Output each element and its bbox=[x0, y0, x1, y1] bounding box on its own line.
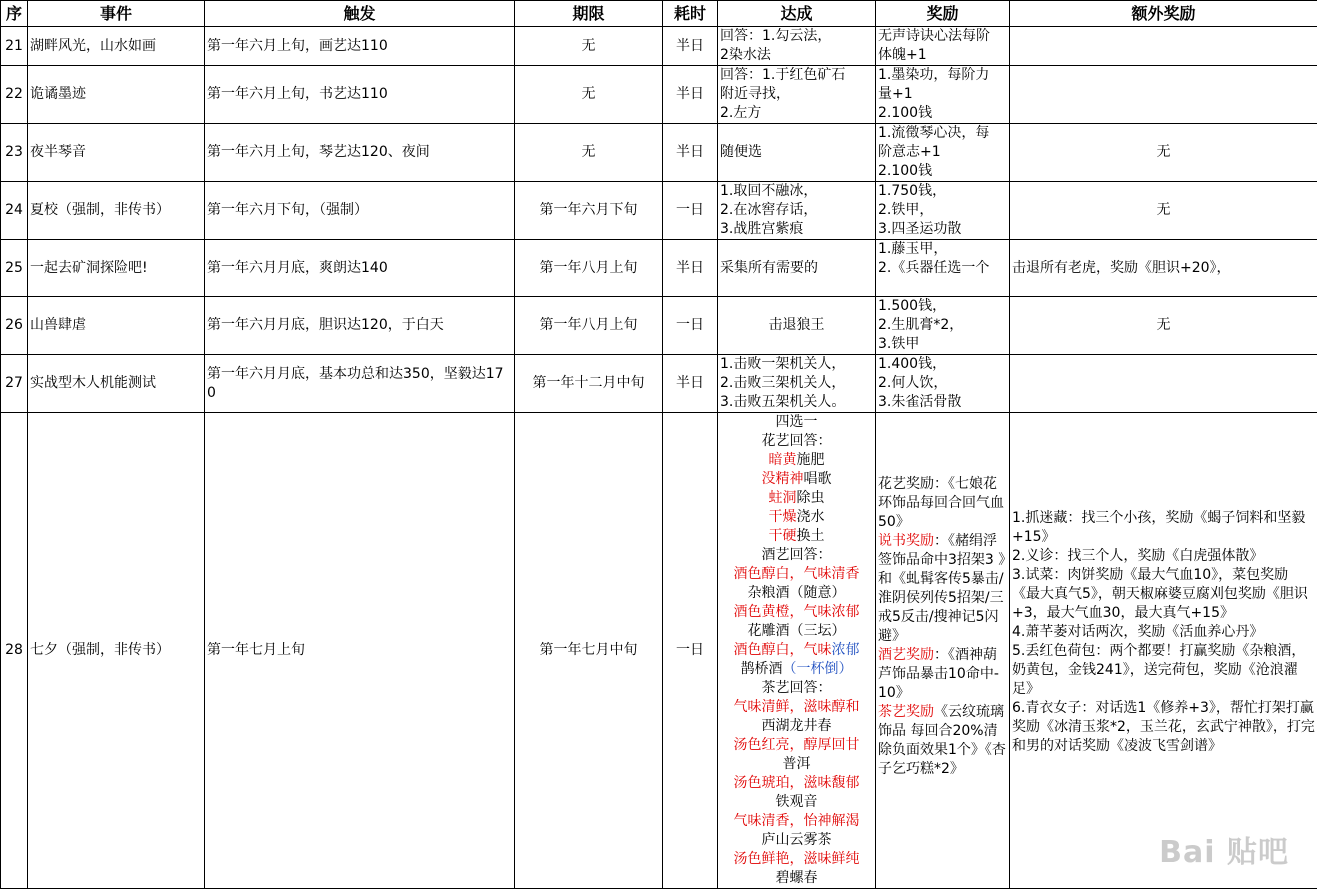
header-achieve: 达成 bbox=[718, 1, 876, 27]
reward-wine bbox=[878, 646, 1007, 703]
cell-time: 半日 bbox=[663, 27, 718, 66]
cell-extra bbox=[1010, 355, 1317, 413]
table-row bbox=[1, 240, 1317, 297]
wine-answers bbox=[720, 565, 873, 641]
header-trigger: 触发 bbox=[205, 1, 515, 27]
tea-question: 气味清鲜，滋味醇和 bbox=[720, 698, 873, 717]
cell-extra bbox=[1010, 27, 1317, 66]
tea-title: 茶艺回答： bbox=[720, 679, 873, 698]
extra-item: 1.抓迷藏：找三个小孩，奖励《蝎子饲料和坚毅+15》 bbox=[1012, 509, 1315, 547]
flower-condition: 干硬 bbox=[769, 528, 797, 544]
cell-achieve-line: 附近寻找， bbox=[720, 85, 873, 104]
cell-achieve-line: 2.左方 bbox=[720, 104, 873, 123]
cell-reward bbox=[876, 27, 1010, 66]
cell-time: 一日 bbox=[663, 413, 718, 889]
cell-achieve-line: 采集所有需要的 bbox=[720, 259, 873, 278]
cell-no: 22 bbox=[1, 66, 28, 124]
cell-deadline: 第一年十二月中旬 bbox=[515, 355, 663, 413]
reward-book-text: ：《赭绢浮签饰品命中3招架3 》和《虬髯客传5暴击/淮阴侯列传5招架/三戒5反击/搜神记5闪避》 bbox=[878, 533, 1005, 644]
cell-achieve bbox=[718, 355, 876, 413]
flower-condition: 暗黄 bbox=[769, 452, 797, 468]
cell-reward bbox=[876, 355, 1010, 413]
choose-text: 四选一 bbox=[720, 413, 873, 432]
tea-question: 汤色红亮，醇厚回甘 bbox=[720, 736, 873, 755]
cell-achieve bbox=[718, 182, 876, 240]
cell-no: 21 bbox=[1, 27, 28, 66]
cell-time: 半日 bbox=[663, 355, 718, 413]
reward-book bbox=[878, 532, 1007, 646]
cell-deadline: 第一年八月上旬 bbox=[515, 297, 663, 355]
cell-event: 七夕（强制，非传书） bbox=[28, 413, 205, 889]
extra-item: 6.青衣女子：对话选1《修养+3》，帮忙打架打赢奖励《冰清玉浆*2，玉兰花，玄武宁神散》，打完和男的对话奖励《凌波飞雪剑谱》 bbox=[1012, 699, 1315, 756]
header-row bbox=[1, 1, 1317, 27]
cell-reward-line: 阶意志+1 bbox=[878, 143, 1007, 162]
cell-trigger: 第一年六月月底，基本功总和达350，坚毅达170 bbox=[205, 355, 515, 413]
table-row bbox=[1, 297, 1317, 355]
cell-deadline: 第一年六月下旬 bbox=[515, 182, 663, 240]
cell-reward bbox=[876, 66, 1010, 124]
cell-extra bbox=[1010, 182, 1317, 240]
header-deadline: 期限 bbox=[515, 1, 663, 27]
cell-achieve-line: 回答：1.于红色矿石 bbox=[720, 66, 873, 85]
cell-achieve bbox=[718, 27, 876, 66]
tea-answers bbox=[720, 698, 873, 888]
flower-condition: 蛀洞 bbox=[769, 490, 797, 506]
flower-answer bbox=[720, 527, 873, 546]
wine3-blue: 浓郁 bbox=[832, 642, 860, 658]
cell-no: 23 bbox=[1, 124, 28, 182]
cell-event: 山兽肆虐 bbox=[28, 297, 205, 355]
wine-question: 酒色黄橙，气味浓郁 bbox=[720, 603, 873, 622]
cell-trigger: 第一年七月上旬 bbox=[205, 413, 515, 889]
flower-action: 除虫 bbox=[797, 490, 825, 506]
flower-answer bbox=[720, 451, 873, 470]
flower-answer bbox=[720, 489, 873, 508]
cell-no: 27 bbox=[1, 355, 28, 413]
cell-extra-line: 无 bbox=[1012, 143, 1315, 162]
reward-tea-text: 《云纹琉璃 饰品 每回合20%清除负面效果1个》《杏子乞巧糕*2》 bbox=[878, 704, 1006, 777]
cell-achieve bbox=[718, 66, 876, 124]
extra-item: 5.丢红色荷包：两个都要！打赢奖励《杂粮酒，奶黄包，金钱241》，送完荷包，奖励《沧浪濯足》 bbox=[1012, 642, 1315, 699]
baidu-tieba-watermark bbox=[1159, 827, 1289, 871]
cell-time: 半日 bbox=[663, 66, 718, 124]
cell-reward-line: 量+1 bbox=[878, 85, 1007, 104]
cell-no: 28 bbox=[1, 413, 28, 889]
tea-question: 汤色鲜艳，滋味鲜纯 bbox=[720, 850, 873, 869]
cell-extra bbox=[1010, 413, 1317, 889]
cell-achieve-line: 2.在冰窖存话， bbox=[720, 201, 873, 220]
watermark-text: Bai 贴吧 bbox=[1159, 835, 1289, 870]
tea-answer: 铁观音 bbox=[720, 793, 873, 812]
cell-reward-line: 1.400钱， bbox=[878, 355, 1007, 374]
cell-event: 湖畔风光，山水如画 bbox=[28, 27, 205, 66]
flower-title: 花艺回答： bbox=[720, 432, 873, 451]
extra-item: 2.义诊：找三个人，奖励《白虎强体散》 bbox=[1012, 547, 1315, 566]
wine3-question bbox=[720, 641, 873, 660]
cell-reward-line: 2.生肌膏*2， bbox=[878, 316, 1007, 335]
cell-trigger: 第一年六月上旬，画艺达110 bbox=[205, 27, 515, 66]
table-row bbox=[1, 124, 1317, 182]
cell-time: 半日 bbox=[663, 240, 718, 297]
cell-trigger: 第一年六月上旬，书艺达110 bbox=[205, 66, 515, 124]
cell-no: 25 bbox=[1, 240, 28, 297]
tea-answer: 庐山云雾茶 bbox=[720, 831, 873, 850]
cell-event: 诡谲墨迹 bbox=[28, 66, 205, 124]
header-no: 序 bbox=[1, 1, 28, 27]
cell-reward bbox=[876, 297, 1010, 355]
table-row bbox=[1, 27, 1317, 66]
cell-deadline: 无 bbox=[515, 27, 663, 66]
cell-achieve-line: 2染水法 bbox=[720, 46, 873, 65]
header-event: 事件 bbox=[28, 1, 205, 27]
cell-trigger: 第一年六月下旬，（强制） bbox=[205, 182, 515, 240]
flower-action: 换土 bbox=[797, 528, 825, 544]
table-row bbox=[1, 182, 1317, 240]
cell-event: 夏校（强制，非传书） bbox=[28, 182, 205, 240]
cell-extra-line: 无 bbox=[1012, 316, 1315, 335]
reward-flower: 花艺奖励：《七娘花环饰品每回合回气血50》 bbox=[878, 475, 1007, 532]
cell-achieve-line: 2.击败三架机关人， bbox=[720, 374, 873, 393]
cell-event: 一起去矿洞探险吧! bbox=[28, 240, 205, 297]
cell-trigger: 第一年六月月底，胆识达120，于白天 bbox=[205, 297, 515, 355]
table-row bbox=[1, 355, 1317, 413]
cell-reward-line: 1.流徵琴心决，每 bbox=[878, 124, 1007, 143]
cell-reward-line: 体魄+1 bbox=[878, 46, 1007, 65]
cell-reward-line: 3.朱雀活骨散 bbox=[878, 393, 1007, 412]
reward-tea bbox=[878, 703, 1007, 779]
cell-achieve bbox=[718, 297, 876, 355]
flower-action: 施肥 bbox=[797, 452, 825, 468]
flower-answer bbox=[720, 508, 873, 527]
table-row bbox=[1, 66, 1317, 124]
cell-reward bbox=[876, 240, 1010, 297]
tea-question: 汤色琥珀，滋味馥郁 bbox=[720, 774, 873, 793]
cell-no: 24 bbox=[1, 182, 28, 240]
extra-item: 4.萧芊萎对话两次，奖励《活血养心丹》 bbox=[1012, 623, 1315, 642]
wine-answer: 花雕酒（三坛） bbox=[720, 622, 873, 641]
cell-no: 26 bbox=[1, 297, 28, 355]
wine-title: 酒艺回答： bbox=[720, 546, 873, 565]
cell-extra-line: 击退所有老虎，奖励《胆识+20》， bbox=[1012, 259, 1315, 278]
cell-extra bbox=[1010, 240, 1317, 297]
reward-tea-label: 茶艺奖励 bbox=[878, 704, 934, 720]
cell-reward bbox=[876, 413, 1010, 889]
cell-extra-line: 无 bbox=[1012, 201, 1315, 220]
cell-event: 实战型木人机能测试 bbox=[28, 355, 205, 413]
extra-list bbox=[1012, 509, 1315, 756]
table-row bbox=[1, 413, 1317, 889]
cell-reward-line: 2.铁甲， bbox=[878, 201, 1007, 220]
cell-achieve-line: 回答：1.勾云法， bbox=[720, 27, 873, 46]
cell-extra bbox=[1010, 66, 1317, 124]
wine3-answer-name: 鹊桥酒 bbox=[741, 661, 783, 677]
cell-achieve bbox=[718, 124, 876, 182]
header-extra: 额外奖励 bbox=[1010, 1, 1317, 27]
cell-deadline: 无 bbox=[515, 66, 663, 124]
header-reward: 奖励 bbox=[876, 1, 1010, 27]
cell-extra bbox=[1010, 124, 1317, 182]
flower-condition: 干燥 bbox=[769, 509, 797, 525]
cell-reward-line: 1.藤玉甲， bbox=[878, 240, 1007, 259]
wine-answer: 杂粮酒（随意） bbox=[720, 584, 873, 603]
cell-reward-line: 2.100钱 bbox=[878, 162, 1007, 181]
cell-trigger: 第一年六月上旬，琴艺达120、夜间 bbox=[205, 124, 515, 182]
cell-reward-line: 2.100钱 bbox=[878, 104, 1007, 123]
cell-reward-line: 2.《兵器任选一个 bbox=[878, 259, 1007, 278]
cell-reward-line: 2.何人饮， bbox=[878, 374, 1007, 393]
tea-answer: 碧螺春 bbox=[720, 869, 873, 888]
cell-time: 一日 bbox=[663, 297, 718, 355]
header-time: 耗时 bbox=[663, 1, 718, 27]
cell-deadline: 第一年七月中旬 bbox=[515, 413, 663, 889]
cell-reward-line: 1.墨染功，每阶力 bbox=[878, 66, 1007, 85]
wine-question: 酒色醇白，气味清香 bbox=[720, 565, 873, 584]
cell-reward-line: 3.四圣运功散 bbox=[878, 220, 1007, 239]
cell-reward bbox=[876, 124, 1010, 182]
wine3-answer bbox=[720, 660, 873, 679]
tea-answer: 西湖龙井春 bbox=[720, 717, 873, 736]
cell-achieve-line: 随便选 bbox=[720, 143, 873, 162]
wine3-answer-note: （一杯倒） bbox=[783, 661, 853, 677]
wine3-red: 酒色醇白，气味 bbox=[734, 642, 832, 658]
cell-event: 夜半琴音 bbox=[28, 124, 205, 182]
cell-reward-line: 无声诗诀心法每阶 bbox=[878, 27, 1007, 46]
extra-item: 3.试菜：肉饼奖励《最大气血10》，菜包奖励《最大真气5》，朝天椒麻婆豆腐刈包奖励《胆识+3，最大气血30，最大真气+15》 bbox=[1012, 566, 1315, 623]
reward-wine-label: 酒艺奖励 bbox=[878, 647, 934, 663]
cell-extra bbox=[1010, 297, 1317, 355]
tea-answer: 普洱 bbox=[720, 755, 873, 774]
tea-question: 气味清香，怡神解渴 bbox=[720, 812, 873, 831]
cell-achieve-line: 击退狼王 bbox=[720, 316, 873, 335]
flower-answer bbox=[720, 470, 873, 489]
cell-reward-line: 1.500钱， bbox=[878, 297, 1007, 316]
cell-time: 一日 bbox=[663, 182, 718, 240]
cell-deadline: 第一年八月上旬 bbox=[515, 240, 663, 297]
cell-achieve bbox=[718, 413, 876, 889]
flower-condition: 没精神 bbox=[762, 471, 804, 487]
cell-achieve-line: 1.击败一架机关人， bbox=[720, 355, 873, 374]
cell-reward-line: 1.750钱， bbox=[878, 182, 1007, 201]
reward-wine-text: ：《酒神葫芦饰品暴击10命中-10》 bbox=[878, 647, 999, 701]
cell-time: 半日 bbox=[663, 124, 718, 182]
flower-answers bbox=[720, 451, 873, 546]
cell-reward bbox=[876, 182, 1010, 240]
cell-achieve-line: 3.战胜宫紫痕 bbox=[720, 220, 873, 239]
flower-action: 浇水 bbox=[797, 509, 825, 525]
flower-action: 唱歌 bbox=[804, 471, 832, 487]
reward-book-label: 说书奖励 bbox=[878, 533, 934, 549]
cell-achieve-line: 1.取回不融冰， bbox=[720, 182, 873, 201]
cell-deadline: 无 bbox=[515, 124, 663, 182]
cell-trigger: 第一年六月月底，爽朗达140 bbox=[205, 240, 515, 297]
cell-reward-line: 3.铁甲 bbox=[878, 335, 1007, 354]
cell-achieve-line: 3.击败五架机关人。 bbox=[720, 393, 873, 412]
cell-achieve bbox=[718, 240, 876, 297]
